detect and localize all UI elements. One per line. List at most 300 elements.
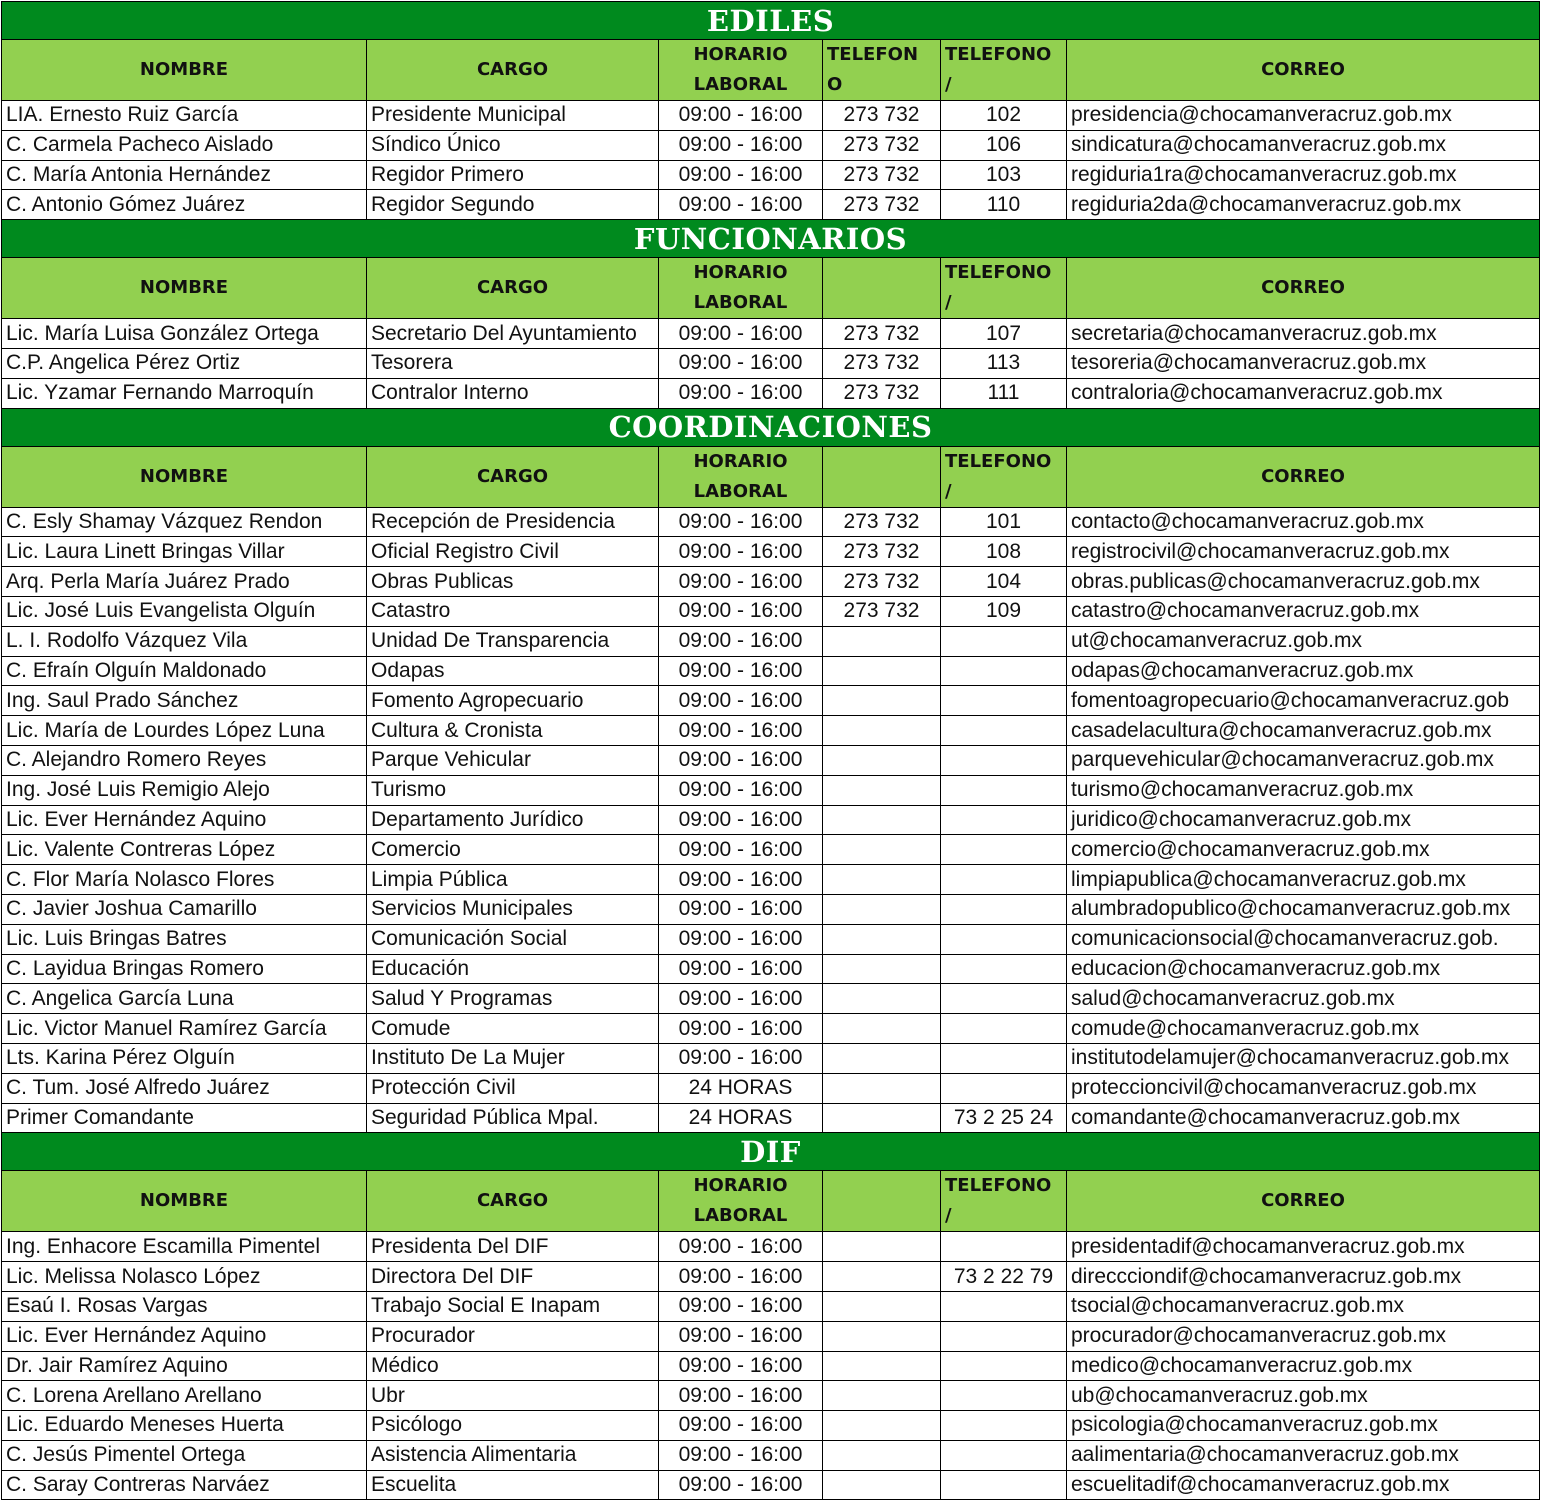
nombre-cell: LIA. Ernesto Ruiz García [2, 101, 367, 131]
correo-cell[interactable]: tsocial@chocamanveracruz.gob.mx [1067, 1291, 1540, 1321]
extension-cell: 104 [941, 567, 1067, 597]
nombre-cell: Ing. José Luis Remigio Alejo [2, 775, 367, 805]
cargo-cell: Secretario Del Ayuntamiento [367, 319, 659, 349]
nombre-cell: Arq. Perla María Juárez Prado [2, 567, 367, 597]
table-row [2, 507, 1540, 537]
extension-cell: 73 2 25 24 [941, 1103, 1067, 1133]
cargo-cell: Comercio [367, 835, 659, 865]
extension-cell [941, 1351, 1067, 1381]
correo-cell[interactable]: regiduria1ra@chocamanveracruz.gob.mx [1067, 160, 1540, 190]
telefono-cell [823, 1381, 941, 1411]
cargo-cell: Ubr [367, 1381, 659, 1411]
horario-cell: 09:00 - 16:00 [659, 865, 823, 895]
telefono-cell [823, 656, 941, 686]
cargo-cell: Comude [367, 1014, 659, 1044]
telefono-cell [823, 805, 941, 835]
extension-cell [941, 984, 1067, 1014]
nombre-cell: Lts. Karina Pérez Olguín [2, 1043, 367, 1073]
telefono-cell [823, 745, 941, 775]
table-row [2, 1043, 1540, 1073]
table-row [2, 190, 1540, 220]
correo-cell[interactable]: salud@chocamanveracruz.gob.mx [1067, 984, 1540, 1014]
telefono-cell: 273 732 [823, 378, 941, 408]
extension-cell: 110 [941, 190, 1067, 220]
header-correo: CORREO [1067, 258, 1540, 319]
nombre-cell: C. Efraín Olguín Maldonado [2, 656, 367, 686]
extension-cell [941, 1073, 1067, 1103]
cargo-cell: Parque Vehicular [367, 745, 659, 775]
correo-cell[interactable]: regiduria2da@chocamanveracruz.gob.mx [1067, 190, 1540, 220]
header-telefono-line2: / [945, 74, 952, 95]
directory-body [2, 2, 1540, 1500]
telefono-cell [823, 1411, 941, 1441]
nombre-cell: C. Saray Contreras Narváez [2, 1470, 367, 1500]
table-row [2, 537, 1540, 567]
header-correo: CORREO [1067, 40, 1540, 101]
horario-cell: 09:00 - 16:00 [659, 537, 823, 567]
correo-cell[interactable]: contacto@chocamanveracruz.gob.mx [1067, 507, 1540, 537]
table-row [2, 924, 1540, 954]
cargo-cell: Educación [367, 954, 659, 984]
horario-cell: 09:00 - 16:00 [659, 596, 823, 626]
header-horario [659, 1171, 823, 1232]
cargo-cell: Limpia Pública [367, 865, 659, 895]
header-telefono-line1: TELEFONO [945, 262, 1052, 284]
nombre-cell: Esaú I. Rosas Vargas [2, 1291, 367, 1321]
extension-cell: 103 [941, 160, 1067, 190]
horario-cell: 09:00 - 16:00 [659, 319, 823, 349]
extension-cell: 101 [941, 507, 1067, 537]
cargo-cell: Obras Publicas [367, 567, 659, 597]
telefono-cell: 273 732 [823, 130, 941, 160]
nombre-cell: C.P. Angelica Pérez Ortiz [2, 348, 367, 378]
nombre-cell: Lic. José Luis Evangelista Olguín [2, 596, 367, 626]
cargo-cell: Escuelita [367, 1470, 659, 1500]
section-title-row [2, 408, 1540, 446]
horario-cell: 09:00 - 16:00 [659, 1381, 823, 1411]
telefono-cell [823, 716, 941, 746]
nombre-cell: Lic. Valente Contreras López [2, 835, 367, 865]
horario-cell: 09:00 - 16:00 [659, 160, 823, 190]
header-cargo: CARGO [367, 446, 659, 507]
cargo-cell: Salud Y Programas [367, 984, 659, 1014]
horario-cell: 09:00 - 16:00 [659, 1470, 823, 1500]
nombre-cell: C. Esly Shamay Vázquez Rendon [2, 507, 367, 537]
table-row [2, 378, 1540, 408]
correo-cell[interactable]: juridico@chocamanveracruz.gob.mx [1067, 805, 1540, 835]
cargo-cell: Odapas [367, 656, 659, 686]
extension-cell: 107 [941, 319, 1067, 349]
telefono-cell [823, 865, 941, 895]
section-title: FUNCIONARIOS [2, 220, 1540, 258]
cargo-cell: Trabajo Social E Inapam [367, 1291, 659, 1321]
cargo-cell: Recepción de Presidencia [367, 507, 659, 537]
header-horario-line1: HORARIO [693, 1175, 788, 1197]
header-nombre: NOMBRE [2, 40, 367, 101]
correo-cell[interactable]: odapas@chocamanveracruz.gob.mx [1067, 656, 1540, 686]
nombre-cell: C. Antonio Gómez Juárez [2, 190, 367, 220]
extension-cell [941, 745, 1067, 775]
table-row [2, 1262, 1540, 1292]
header-telefono-line2: / [945, 480, 952, 502]
cargo-cell: Seguridad Pública Mpal. [367, 1103, 659, 1133]
correo-cell[interactable]: contraloria@chocamanveracruz.gob.mx [1067, 378, 1540, 408]
correo-cell[interactable]: escuelitadif@chocamanveracruz.gob.mx [1067, 1470, 1540, 1500]
table-row [2, 894, 1540, 924]
nombre-cell: C. María Antonia Hernández [2, 160, 367, 190]
telefono-cell: 273 732 [823, 348, 941, 378]
header-horario-line1: HORARIO [693, 450, 788, 472]
cargo-cell: Contralor Interno [367, 378, 659, 408]
horario-cell: 09:00 - 16:00 [659, 835, 823, 865]
horario-cell: 09:00 - 16:00 [659, 686, 823, 716]
horario-cell: 24 HORAS [659, 1103, 823, 1133]
correo-cell[interactable]: parquevehicular@chocamanveracruz.gob.mx [1067, 745, 1540, 775]
telefono-cell [823, 1470, 941, 1500]
nombre-cell: Ing. Enhacore Escamilla Pimentel [2, 1232, 367, 1262]
header-horario [659, 258, 823, 319]
telefono-cell [823, 1103, 941, 1133]
telefono-cell [823, 1043, 941, 1073]
horario-cell: 09:00 - 16:00 [659, 984, 823, 1014]
correo-cell[interactable]: comandante@chocamanveracruz.gob.mx [1067, 1103, 1540, 1133]
table-row [2, 1440, 1540, 1470]
table-row [2, 626, 1540, 656]
nombre-cell: C. Angelica García Luna [2, 984, 367, 1014]
extension-cell [941, 1321, 1067, 1351]
telefono-cell [823, 1014, 941, 1044]
correo-cell[interactable]: sindicatura@chocamanveracruz.gob.mx [1067, 130, 1540, 160]
extension-cell: 73 2 22 79 [941, 1262, 1067, 1292]
correo-cell[interactable]: comude@chocamanveracruz.gob.mx [1067, 1014, 1540, 1044]
extension-cell [941, 865, 1067, 895]
header-telefon [823, 258, 941, 319]
correo-cell[interactable]: casadelacultura@chocamanveracruz.gob.mx [1067, 716, 1540, 746]
section-title: COORDINACIONES [2, 408, 1540, 446]
nombre-cell: C. Alejandro Romero Reyes [2, 745, 367, 775]
extension-cell [941, 1291, 1067, 1321]
nombre-cell: Lic. Laura Linett Bringas Villar [2, 537, 367, 567]
cargo-cell: Instituto De La Mujer [367, 1043, 659, 1073]
extension-cell: 111 [941, 378, 1067, 408]
telefono-cell [823, 1232, 941, 1262]
extension-cell [941, 1232, 1067, 1262]
telefono-cell [823, 894, 941, 924]
header-telefono-line1: TELEFONO [945, 44, 1052, 65]
header-horario-line1: HORARIO [693, 262, 788, 284]
table-row [2, 775, 1540, 805]
extension-cell: 102 [941, 101, 1067, 131]
table-row [2, 805, 1540, 835]
telefono-cell [823, 1291, 941, 1321]
header-nombre: NOMBRE [2, 446, 367, 507]
nombre-cell: C. Flor María Nolasco Flores [2, 865, 367, 895]
extension-cell [941, 775, 1067, 805]
horario-cell: 09:00 - 16:00 [659, 1291, 823, 1321]
header-telefono-line1: TELEFONO [945, 450, 1052, 472]
extension-cell [941, 656, 1067, 686]
nombre-cell: Lic. Eduardo Meneses Huerta [2, 1411, 367, 1441]
table-row [2, 596, 1540, 626]
table-row [2, 954, 1540, 984]
correo-cell[interactable]: direccciondif@chocamanveracruz.gob.mx [1067, 1262, 1540, 1292]
header-horario-line2: LABORAL [693, 1205, 788, 1227]
telefono-cell [823, 1440, 941, 1470]
telefono-cell: 273 732 [823, 596, 941, 626]
table-row [2, 1321, 1540, 1351]
correo-cell[interactable]: turismo@chocamanveracruz.gob.mx [1067, 775, 1540, 805]
column-header-row [2, 40, 1540, 101]
horario-cell: 09:00 - 16:00 [659, 1232, 823, 1262]
table-row [2, 1291, 1540, 1321]
header-cargo: CARGO [367, 1171, 659, 1232]
telefono-cell: 273 732 [823, 537, 941, 567]
header-telefono [941, 1171, 1067, 1232]
header-telefono [941, 446, 1067, 507]
correo-cell[interactable]: medico@chocamanveracruz.gob.mx [1067, 1351, 1540, 1381]
telefono-cell [823, 984, 941, 1014]
cargo-cell: Cultura & Cronista [367, 716, 659, 746]
table-row [2, 1232, 1540, 1262]
cargo-cell: Presidente Municipal [367, 101, 659, 131]
nombre-cell: Lic. Ever Hernández Aquino [2, 805, 367, 835]
table-row [2, 745, 1540, 775]
nombre-cell: Lic. Luis Bringas Batres [2, 924, 367, 954]
header-correo: CORREO [1067, 446, 1540, 507]
nombre-cell: C. Carmela Pacheco Aislado [2, 130, 367, 160]
telefono-cell [823, 775, 941, 805]
header-telefon-line2: O [827, 74, 843, 95]
telefono-cell [823, 954, 941, 984]
correo-cell[interactable]: ub@chocamanveracruz.gob.mx [1067, 1381, 1540, 1411]
cargo-cell: Fomento Agropecuario [367, 686, 659, 716]
horario-cell: 09:00 - 16:00 [659, 626, 823, 656]
column-header-row [2, 258, 1540, 319]
nombre-cell: Lic. María de Lourdes López Luna [2, 716, 367, 746]
telefono-cell: 273 732 [823, 101, 941, 131]
telefono-cell [823, 1351, 941, 1381]
correo-cell[interactable]: presidencia@chocamanveracruz.gob.mx [1067, 101, 1540, 131]
telefono-cell [823, 686, 941, 716]
header-telefon [823, 40, 941, 101]
horario-cell: 09:00 - 16:00 [659, 378, 823, 408]
nombre-cell: L. I. Rodolfo Vázquez Vila [2, 626, 367, 656]
header-telefon [823, 1171, 941, 1232]
extension-cell: 106 [941, 130, 1067, 160]
header-nombre: NOMBRE [2, 258, 367, 319]
cargo-cell: Directora Del DIF [367, 1262, 659, 1292]
telefono-cell [823, 626, 941, 656]
table-row [2, 160, 1540, 190]
table-row [2, 567, 1540, 597]
correo-cell[interactable]: ut@chocamanveracruz.gob.mx [1067, 626, 1540, 656]
telefono-cell: 273 732 [823, 319, 941, 349]
horario-cell: 09:00 - 16:00 [659, 1411, 823, 1441]
table-row [2, 835, 1540, 865]
header-horario-line2: LABORAL [693, 480, 788, 502]
table-row [2, 1014, 1540, 1044]
table-row [2, 1411, 1540, 1441]
telefono-cell [823, 1321, 941, 1351]
cargo-cell: Síndico Único [367, 130, 659, 160]
correo-cell[interactable]: catastro@chocamanveracruz.gob.mx [1067, 596, 1540, 626]
table-row [2, 865, 1540, 895]
section-title-row [2, 2, 1540, 40]
table-row [2, 984, 1540, 1014]
header-telefon [823, 446, 941, 507]
horario-cell: 09:00 - 16:00 [659, 924, 823, 954]
cargo-cell: Psicólogo [367, 1411, 659, 1441]
extension-cell [941, 716, 1067, 746]
cargo-cell: Oficial Registro Civil [367, 537, 659, 567]
horario-cell: 09:00 - 16:00 [659, 1321, 823, 1351]
column-header-row [2, 1171, 1540, 1232]
cargo-cell: Servicios Municipales [367, 894, 659, 924]
section-title: DIF [2, 1133, 1540, 1171]
table-row [2, 1470, 1540, 1500]
cargo-cell: Médico [367, 1351, 659, 1381]
horario-cell: 09:00 - 16:00 [659, 656, 823, 686]
extension-cell [941, 1381, 1067, 1411]
extension-cell [941, 1014, 1067, 1044]
header-cargo: CARGO [367, 40, 659, 101]
horario-cell: 09:00 - 16:00 [659, 507, 823, 537]
correo-cell[interactable]: institutodelamujer@chocamanveracruz.gob.mx [1067, 1043, 1540, 1073]
header-horario [659, 40, 823, 101]
table-row [2, 686, 1540, 716]
horario-cell: 09:00 - 16:00 [659, 130, 823, 160]
horario-cell: 09:00 - 16:00 [659, 101, 823, 131]
cargo-cell: Regidor Segundo [367, 190, 659, 220]
table-row [2, 656, 1540, 686]
section-title-row [2, 1133, 1540, 1171]
correo-cell[interactable]: proteccioncivil@chocamanveracruz.gob.mx [1067, 1073, 1540, 1103]
extension-cell [941, 924, 1067, 954]
correo-cell[interactable]: tesoreria@chocamanveracruz.gob.mx [1067, 348, 1540, 378]
horario-cell: 24 HORAS [659, 1073, 823, 1103]
extension-cell [941, 805, 1067, 835]
header-telefono-line2: / [945, 292, 952, 314]
horario-cell: 09:00 - 16:00 [659, 1262, 823, 1292]
horario-cell: 09:00 - 16:00 [659, 1014, 823, 1044]
header-horario [659, 446, 823, 507]
telefono-cell: 273 732 [823, 567, 941, 597]
nombre-cell: Lic. Victor Manuel Ramírez García [2, 1014, 367, 1044]
table-row [2, 1103, 1540, 1133]
nombre-cell: C. Javier Joshua Camarillo [2, 894, 367, 924]
telefono-cell: 273 732 [823, 160, 941, 190]
horario-cell: 09:00 - 16:00 [659, 745, 823, 775]
extension-cell [941, 894, 1067, 924]
table-row [2, 716, 1540, 746]
header-telefono [941, 40, 1067, 101]
nombre-cell: Primer Comandante [2, 1103, 367, 1133]
correo-cell[interactable]: aalimentaria@chocamanveracruz.gob.mx [1067, 1440, 1540, 1470]
horario-cell: 09:00 - 16:00 [659, 348, 823, 378]
correo-cell[interactable]: comunicacionsocial@chocamanveracruz.gob. [1067, 924, 1540, 954]
correo-cell[interactable]: secretaria@chocamanveracruz.gob.mx [1067, 319, 1540, 349]
telefono-cell: 273 732 [823, 507, 941, 537]
cargo-cell: Unidad De Transparencia [367, 626, 659, 656]
correo-cell[interactable]: educacion@chocamanveracruz.gob.mx [1067, 954, 1540, 984]
nombre-cell: Dr. Jair Ramírez Aquino [2, 1351, 367, 1381]
extension-cell [941, 954, 1067, 984]
nombre-cell: C. Lorena Arellano Arellano [2, 1381, 367, 1411]
cargo-cell: Catastro [367, 596, 659, 626]
cargo-cell: Procurador [367, 1321, 659, 1351]
header-horario-line2: LABORAL [693, 292, 788, 314]
header-telefono [941, 258, 1067, 319]
cargo-cell: Departamento Jurídico [367, 805, 659, 835]
section-title: EDILES [2, 2, 1540, 40]
horario-cell: 09:00 - 16:00 [659, 567, 823, 597]
table-row [2, 1351, 1540, 1381]
table-row [2, 130, 1540, 160]
header-telefono-line1: TELEFONO [945, 1175, 1052, 1197]
extension-cell [941, 1470, 1067, 1500]
cargo-cell: Comunicación Social [367, 924, 659, 954]
extension-cell: 108 [941, 537, 1067, 567]
nombre-cell: Ing. Saul Prado Sánchez [2, 686, 367, 716]
extension-cell [941, 1411, 1067, 1441]
extension-cell: 113 [941, 348, 1067, 378]
correo-cell[interactable]: presidentadif@chocamanveracruz.gob.mx [1067, 1232, 1540, 1262]
correo-cell[interactable]: procurador@chocamanveracruz.gob.mx [1067, 1321, 1540, 1351]
correo-cell[interactable]: psicologia@chocamanveracruz.gob.mx [1067, 1411, 1540, 1441]
header-telefono-line2: / [945, 1205, 952, 1227]
section-title-row [2, 220, 1540, 258]
header-cargo: CARGO [367, 258, 659, 319]
correo-cell[interactable]: obras.publicas@chocamanveracruz.gob.mx [1067, 567, 1540, 597]
telefono-cell [823, 1262, 941, 1292]
cargo-cell: Presidenta Del DIF [367, 1232, 659, 1262]
cargo-cell: Turismo [367, 775, 659, 805]
header-correo: CORREO [1067, 1171, 1540, 1232]
table-row [2, 1073, 1540, 1103]
correo-cell[interactable]: alumbradopublico@chocamanveracruz.gob.mx [1067, 894, 1540, 924]
nombre-cell: C. Jesús Pimentel Ortega [2, 1440, 367, 1470]
telefono-cell [823, 924, 941, 954]
extension-cell [941, 686, 1067, 716]
horario-cell: 09:00 - 16:00 [659, 1043, 823, 1073]
header-telefon-line1: TELEFON [827, 44, 919, 65]
nombre-cell: C. Layidua Bringas Romero [2, 954, 367, 984]
directory-table [1, 1, 1540, 1500]
extension-cell [941, 1440, 1067, 1470]
telefono-cell: 273 732 [823, 190, 941, 220]
horario-cell: 09:00 - 16:00 [659, 716, 823, 746]
header-nombre: NOMBRE [2, 1171, 367, 1232]
correo-cell[interactable]: limpiapublica@chocamanveracruz.gob.mx [1067, 865, 1540, 895]
correo-cell[interactable]: fomentoagropecuario@chocamanveracruz.gob [1067, 686, 1540, 716]
nombre-cell: Lic. Ever Hernández Aquino [2, 1321, 367, 1351]
header-horario-line2: LABORAL [693, 74, 788, 95]
header-horario-line1: HORARIO [693, 44, 788, 65]
nombre-cell: Lic. María Luisa González Ortega [2, 319, 367, 349]
nombre-cell: Lic. Melissa Nolasco López [2, 1262, 367, 1292]
table-row [2, 101, 1540, 131]
table-row [2, 1381, 1540, 1411]
extension-cell [941, 626, 1067, 656]
horario-cell: 09:00 - 16:00 [659, 1351, 823, 1381]
horario-cell: 09:00 - 16:00 [659, 954, 823, 984]
telefono-cell [823, 835, 941, 865]
horario-cell: 09:00 - 16:00 [659, 775, 823, 805]
horario-cell: 09:00 - 16:00 [659, 894, 823, 924]
correo-cell[interactable]: comercio@chocamanveracruz.gob.mx [1067, 835, 1540, 865]
correo-cell[interactable]: registrocivil@chocamanveracruz.gob.mx [1067, 537, 1540, 567]
table-row [2, 348, 1540, 378]
